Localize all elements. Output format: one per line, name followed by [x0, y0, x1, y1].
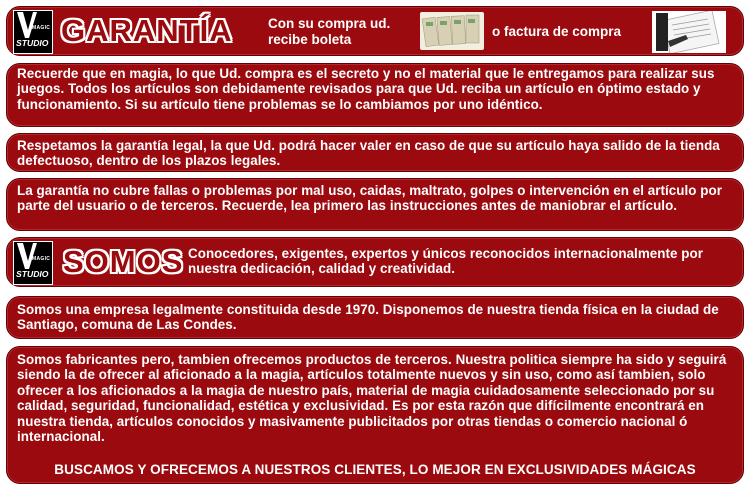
invoice-image	[652, 11, 726, 53]
receipt-line-2: recibe boleta	[268, 32, 352, 47]
somos-title: SOMOS	[63, 244, 184, 279]
warranty-exclusions-panel	[6, 178, 744, 231]
motto-text: BUSCAMOS Y OFRECEMOS A NUESTROS CLIENTES, LO MEJOR EN EXCLUSIVIDADES MÁGICAS	[54, 462, 696, 477]
manufacturers-panel	[6, 346, 744, 484]
legal-warranty-text: Respetamos la garantía legal, la que Ud. podrá hacer valer en caso de que su artículo haya salido de la tienda defectuoso, dentro de los plazos legales.	[17, 138, 720, 169]
somos-header	[6, 237, 744, 287]
garantia-title: GARANTÍA	[61, 13, 233, 48]
warranty-secret-panel	[6, 63, 744, 127]
logo-studio-text: STUDIO	[16, 269, 49, 279]
magic-studio-logo	[13, 241, 53, 285]
legal-warranty-panel	[6, 133, 744, 172]
receipt-image	[420, 12, 484, 50]
receipt-text	[268, 16, 390, 48]
manufacturers-text: Somos fabricantes pero, tambien ofrecemos productos de terceros. Nuestra politica siempre ha sido y seguirá siendo la de ofrecer al aficionado a la magia, artículos totalmente nuevos y sin uso, como así tambien, solo ofrecer a los aficionados a la magia de nuestro país, material de magia cuidadosamente seleccionado por su calidad, seguridad, funcionalidad, estética y exclusividad. Es por esta razón que difícilmente encontrará en nuestra tienda, artículos conocidos y masivamente publicitados por otras tiendas o comercio nacional ó internacional.	[17, 352, 727, 445]
company-text: Somos una empresa legalmente constituida desde 1970. Disponemos de nuestra tienda física en la ciudad de Santiago, comuna de Las Condes.	[17, 302, 719, 333]
receipt-line-1: Con su compra ud.	[268, 16, 391, 31]
invoice-text: o factura de compra	[492, 24, 622, 39]
logo-small-text: MAGIC	[32, 25, 51, 31]
somos-intro-text: Conocedores, exigentes, expertos y únicos reconocidos internacionalmente por nuestra dedicación, calidad y creatividad.	[188, 246, 704, 277]
company-panel	[6, 296, 744, 339]
warranty-secret-text: Recuerde que en magia, lo que Ud. compra es el secreto y no el material que le entregamos para realizar sus juegos. Todos los artículos son debidamente revisados para que Ud. reciba un artículo en óptimo estado y funcionamiento. Si su artículo tiene problemas se lo cambiamos por uno idéntico.	[17, 66, 715, 112]
garantia-header	[6, 6, 744, 56]
logo-small-text: MAGIC	[32, 256, 51, 262]
magic-studio-logo	[13, 10, 53, 54]
warranty-exclusions-text: La garantía no cubre fallas o problemas por mal uso, caidas, maltrato, golpes o intervención en el artículo por parte del usuario o de terceros. Recuerde, lea primero las instrucciones antes de maniobrar el artículo.	[17, 183, 723, 214]
logo-studio-text: STUDIO	[16, 38, 49, 48]
